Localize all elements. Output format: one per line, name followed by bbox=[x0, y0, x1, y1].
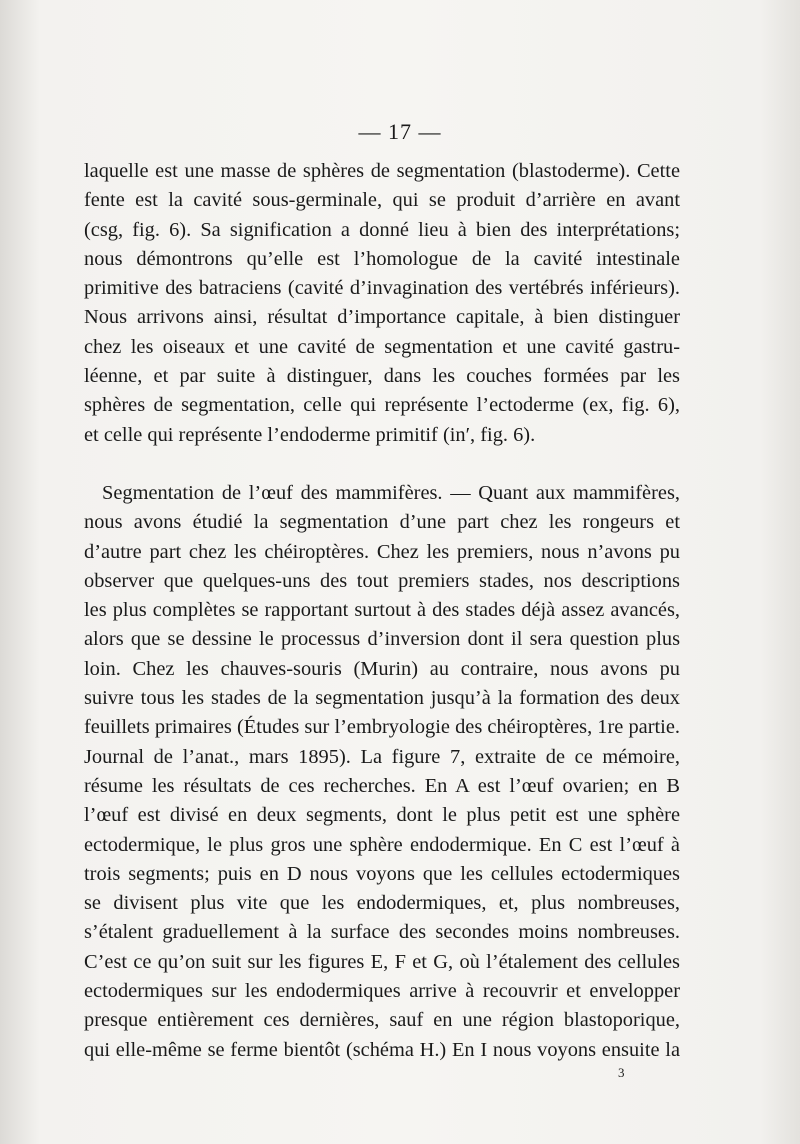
text-line: sphères de segmentation, celle qui représente l’ectoderme (ex, fig. 6), bbox=[84, 394, 680, 417]
text-line: alors que se dessine le processus d’inversion dont il sera question plus bbox=[84, 628, 680, 651]
text-line: trois segments; puis en D nous voyons que les cellules ectodermiques bbox=[84, 862, 680, 885]
text-line: nous avons étudié la segmentation d’une part chez les rongeurs et bbox=[84, 511, 680, 534]
text-line: et celle qui représente l’endoderme primitif (in′, fig. 6). bbox=[84, 423, 536, 446]
text-line: Journal de l’anat., mars 1895). La figure 7, extraite de ce mémoire, bbox=[84, 745, 680, 768]
text-line: Nous arrivons ainsi, résultat d’importance capitale, à bien distinguer bbox=[84, 306, 680, 329]
text-line: suivre tous les stades de la segmentation jusqu’à la formation des deux bbox=[84, 687, 680, 710]
text-line: ectodermique, le plus gros une sphère endodermique. En C est l’œuf à bbox=[84, 833, 680, 856]
page-number: — 17 — bbox=[358, 119, 442, 144]
text-line: primitive des batraciens (cavité d’invagination des vertébrés inférieurs). bbox=[84, 277, 680, 300]
text-line: chez les oiseaux et une cavité de segmentation et une cavité gastru- bbox=[84, 335, 680, 358]
text-line: laquelle est une masse de sphères de segmentation (blastoderme). Cette bbox=[84, 160, 680, 182]
text-line: Segmentation de l’œuf des mammifères. — Quant aux mammifères, bbox=[102, 482, 680, 504]
text-line: se divisent plus vite que les endodermiques, et, plus nombreuses, bbox=[84, 892, 680, 915]
text-line: résume les résultats de ces recherches. En A est l’œuf ovarien; en B bbox=[84, 774, 680, 797]
text-line: d’autre part chez les chéiroptères. Chez les premiers, nous n’avons pu bbox=[84, 540, 680, 563]
signature-mark: 3 bbox=[618, 1065, 625, 1080]
text-line: C’est ce qu’on suit sur les figures E, F et G, où l’étalement des cellules bbox=[84, 950, 680, 973]
text-line: s’étalent graduellement à la surface des secondes moins nombreuses. bbox=[84, 921, 680, 944]
text-line: ectodermiques sur les endodermiques arrive à recouvrir et envelopper bbox=[84, 980, 680, 1003]
text-line: l’œuf est divisé en deux segments, dont le plus petit est une sphère bbox=[84, 804, 680, 827]
text-line: léenne, et par suite à distinguer, dans les couches formées par les bbox=[84, 365, 680, 388]
text-line: loin. Chez les chauves-souris (Murin) au contraire, nous avons pu bbox=[84, 657, 680, 680]
text-line: nous démontrons qu’elle est l’homologue de la cavité intestinale bbox=[84, 247, 680, 270]
paragraph-1 bbox=[84, 157, 680, 450]
text-line: qui elle-même se ferme bientôt (schéma H.) En I nous voyons ensuite la bbox=[84, 1038, 680, 1061]
text-line: presque entièrement ces dernières, sauf en une région blastoporique, bbox=[84, 1009, 680, 1032]
paragraph-2 bbox=[84, 479, 680, 1065]
text-line: observer que quelques-uns des tout premiers stades, nos descriptions bbox=[84, 569, 680, 592]
text-line: feuillets primaires (Études sur l’embryologie des chéiroptères, 1re partie. bbox=[84, 716, 680, 739]
text-line: les plus complètes se rapportant surtout à des stades déjà assez avancés, bbox=[84, 599, 680, 622]
text-line: fente est la cavité sous-germinale, qui se produit d’arrière en avant bbox=[84, 189, 680, 212]
text-line: (csg, fig. 6). Sa signification a donné lieu à bien des interprétations; bbox=[84, 218, 680, 241]
